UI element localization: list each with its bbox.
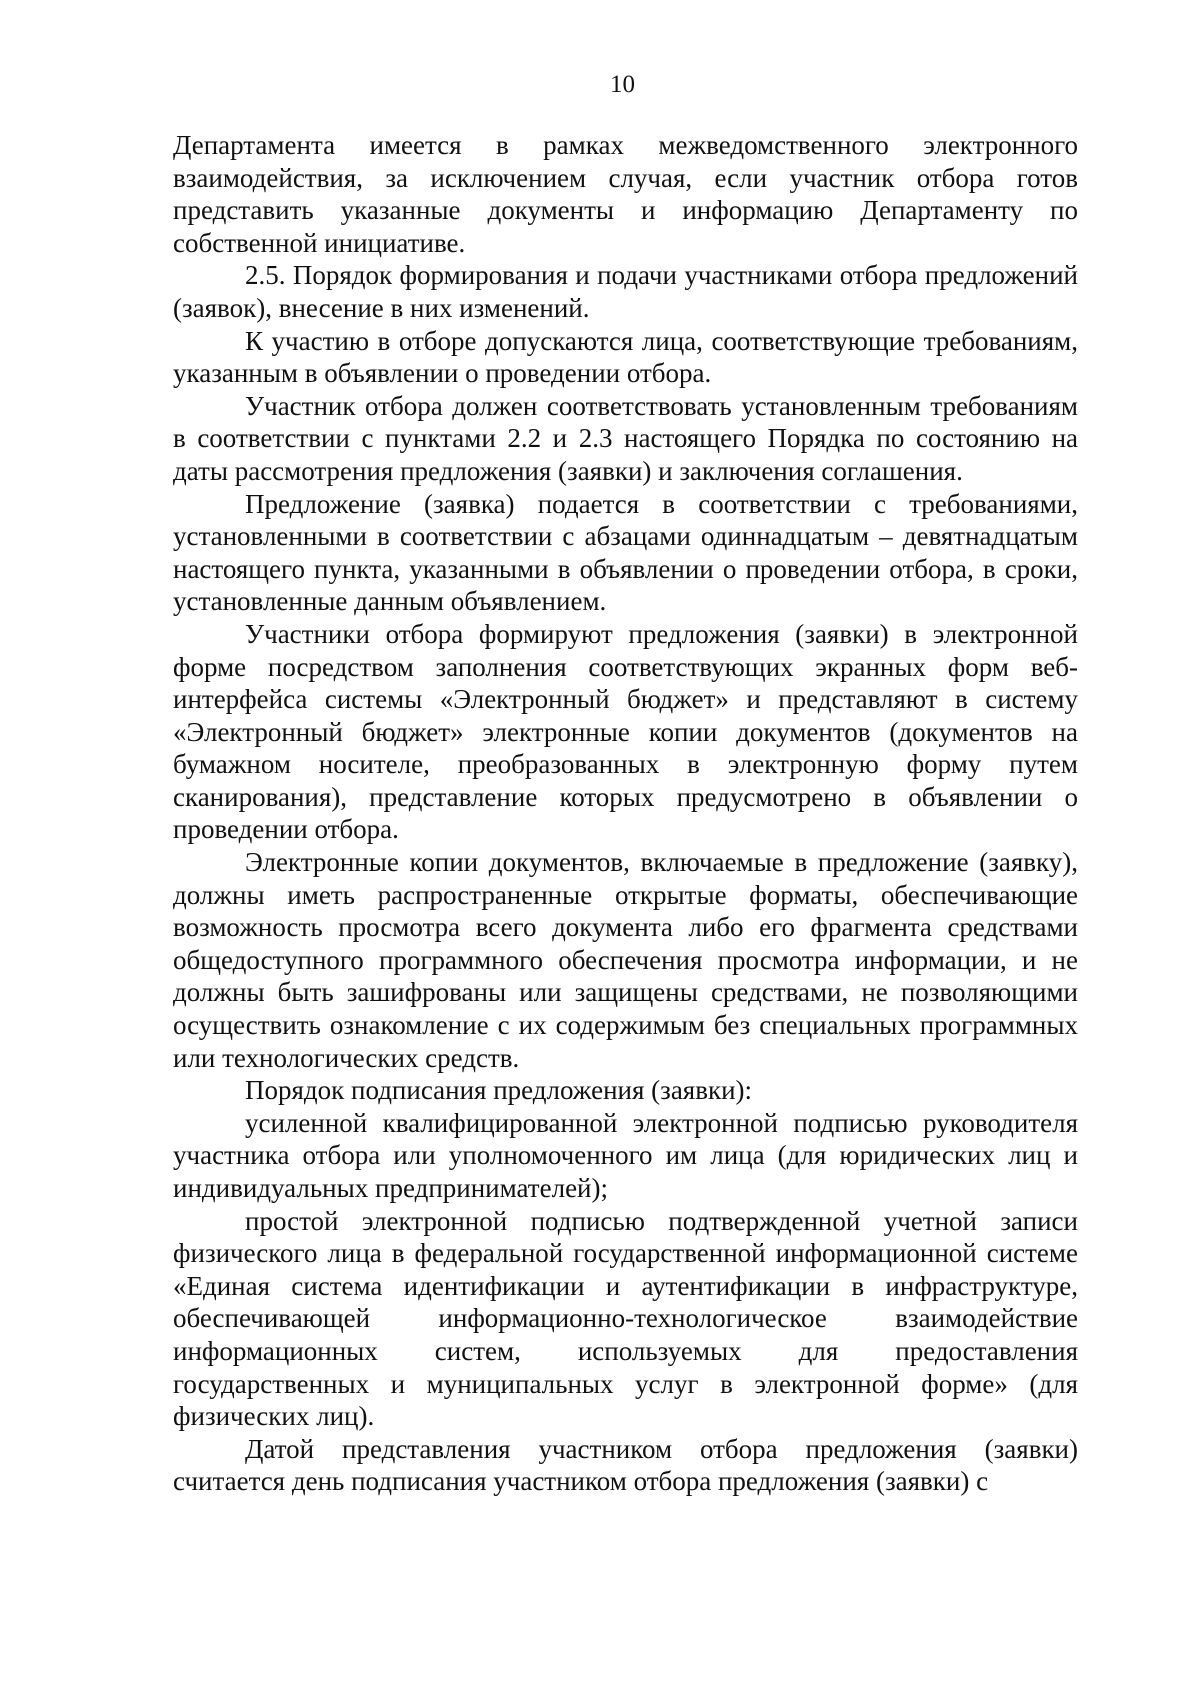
paragraph-simple-signature: простой электронной подписью подтвержденной учетной записи физического лица в федеральной государственной информационной системе «Единая система идентификации и аутентификации в инфраструктуре, обеспечивающей информационно-технологическое взаимодействие информационных систем, используемых для предоставления государственных и муниципальных услуг в электронной форме» (для физических лиц). [173, 1205, 1078, 1432]
document-body [173, 129, 1078, 1498]
paragraph-submission-date: Датой представления участником отбора предложения (заявки) считается день подписания участником отбора предложения (заявки) с [173, 1433, 1078, 1497]
paragraph-submission-requirements: Предложение (заявка) подается в соответствии с требованиями, установленными в соответствии с абзацами одиннадцатым – девятнадцатым настоящего пункта, указанными в объявлении о проведении отбора, в сроки, установленные данным объявлением. [173, 488, 1078, 617]
paragraph-signing-order: Порядок подписания предложения (заявки): [245, 1075, 753, 1106]
paragraph-section-2-5-heading: 2.5. Порядок формирования и подачи участниками отбора предложений (заявок), внесение в них изменений. [173, 260, 1078, 323]
paragraph-electronic-copies: Электронные копии документов, включаемые в предложение (заявку), должны иметь распространенные открытые форматы, обеспечивающие возможность просмотра всего документа либо его фрагмента средствами общедоступного программного обеспечения просмотра информации, и не должны быть зашифрованы или защищены средствами, не позволяющими осуществить ознакомление с их содержимым без специальных программных или технологических средств. [173, 847, 1078, 1073]
paragraph-participant-requirements: Участник отбора должен соответствовать установленным требованиям в соответствии с пунктами 2.2 и 2.3 настоящего Порядка по состоянию на даты рассмотрения предложения (заявки) и заключения соглашения. [173, 390, 1078, 486]
paragraph-qualified-signature: усиленной квалифицированной электронной подписью руководителя участника отбора или уполномоченного им лица (для юридических лиц и индивидуальных предпринимателей); [173, 1107, 1078, 1203]
paragraph-eligibility: К участию в отборе допускаются лица, соответствующие требованиям, указанным в объявлении о проведении отбора. [173, 325, 1078, 389]
paragraph-electronic-form: Участники отбора формируют предложения (заявки) в электронной форме посредством заполнения соответствующих экранных форм веб-интерфейса системы «Электронный бюджет» и представляют в систему «Электронный бюджет» электронные копии документов (документов на бумажном носителе, преобразованных в электронную форму путем сканирования), представление которых предусмотрено в объявлении о проведении отбора. [173, 618, 1078, 845]
page-number: 10 [610, 71, 635, 98]
paragraph-continuation: Департамента имеется в рамках межведомственного электронного взаимодействия, за исключением случая, если участник отбора готов представить указанные документы и информацию Департаменту по собственной инициативе. [173, 130, 1078, 258]
